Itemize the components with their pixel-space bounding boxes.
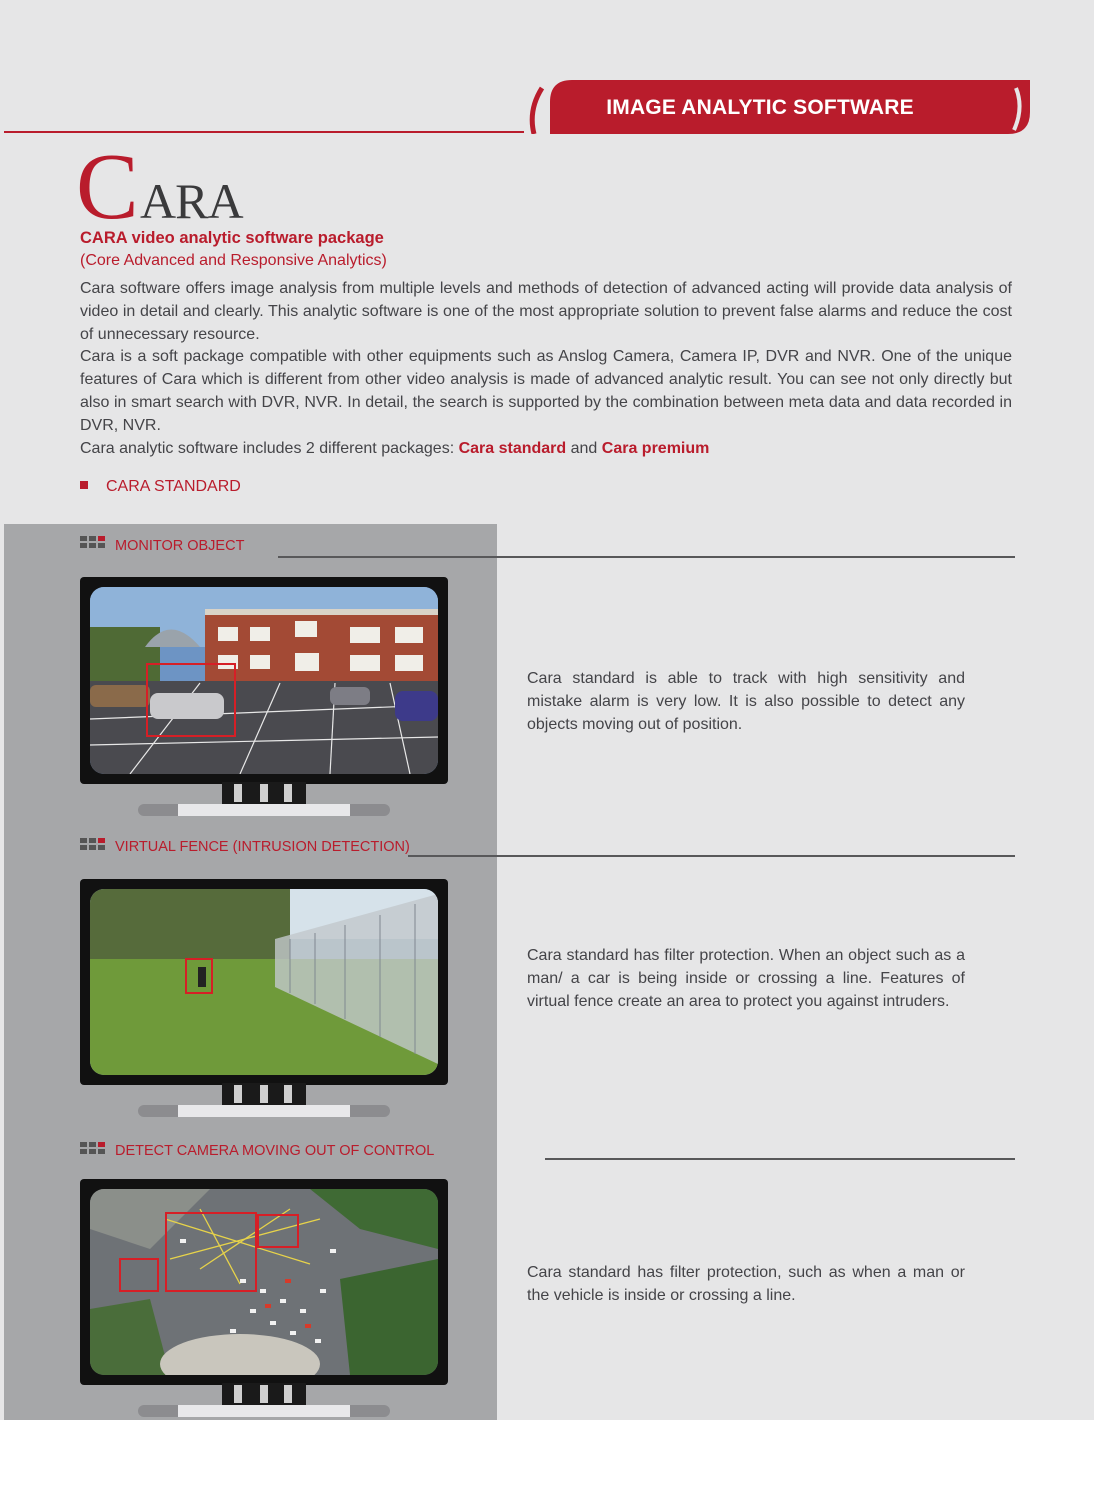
feature-description: Cara standard is able to track with high sensitivity and mistake alarm is very low. It is also possible to detect any objects moving out of position.	[527, 670, 965, 733]
monitor-stand	[138, 1083, 390, 1117]
virtual-fence-camera-view	[90, 889, 438, 1075]
package-standard-label: Cara standard	[458, 439, 567, 457]
feature-description: Cara standard has filter protection, such as when a man or the vehicle is inside or crossing a line.	[527, 1264, 965, 1304]
monitor-icon	[80, 1179, 448, 1385]
parking-lot-camera-view	[90, 587, 438, 774]
svg-text:C: C	[76, 140, 139, 224]
package-premium-label: Cara premium	[601, 439, 710, 457]
intro-paragraph-2: Cara is a soft package compatible with other equipments such as Anslog Camera, Camera IP, DVR and NVR. One of the unique features of Cara which is different from other video analysis is made of advanced analytic result. You can see not only directly but also in smart search with DVR, NVR. In detail, the search is supported by the combination between meta data and data recorded in DVR, NVR.	[80, 348, 1012, 434]
feature-title-camera-tamper: DETECT CAMERA MOVING OUT OF CONTROL	[115, 1143, 435, 1159]
feature-rule	[545, 1158, 1015, 1160]
intro-paragraph-3: Cara analytic software includes 2 different packages: Cara standard and Cara premium	[80, 439, 710, 457]
cara-logo	[76, 140, 286, 224]
header-rule	[4, 131, 524, 133]
feature-description: Cara standard has filter protection. When an object such as a man/ a car is being inside or crossing a line. Features of virtual fence create an area to protect you against intruders.	[527, 947, 965, 1010]
feature-rule	[278, 556, 1015, 558]
grid-icon	[80, 536, 107, 553]
grid-icon	[80, 838, 107, 855]
monitor-icon	[80, 577, 448, 784]
feature-title-monitor-object: MONITOR OBJECT	[115, 538, 245, 554]
monitor-stand	[138, 1383, 390, 1417]
bottom-margin	[0, 1420, 1094, 1500]
grid-icon	[80, 1142, 107, 1159]
monitor-stand	[138, 782, 390, 816]
feature-title-virtual-fence: VIRTUAL FENCE (INTRUSION DETECTION)	[115, 839, 410, 855]
intro-text	[80, 278, 1012, 460]
svg-text:ARA: ARA	[140, 173, 243, 224]
monitor-icon	[80, 879, 448, 1085]
banner-title: IMAGE ANALYTIC SOFTWARE	[606, 96, 914, 119]
package-subtitle: (Core Advanced and Responsive Analytics)	[80, 252, 387, 269]
intersection-camera-view	[90, 1189, 438, 1375]
section-heading: CARA STANDARD	[80, 478, 241, 496]
feature-rule	[408, 855, 1015, 857]
package-title: CARA video analytic software package	[80, 229, 384, 247]
intro-paragraph-1: Cara software offers image analysis from multiple levels and methods of detection of advanced acting will provide data analysis of video in detail and clearly. This analytic software is one of the most appropriate solution to prevent false alarms and reduce the cost of unnecessary resource.	[80, 280, 1012, 343]
bullet-square-icon	[80, 481, 88, 489]
